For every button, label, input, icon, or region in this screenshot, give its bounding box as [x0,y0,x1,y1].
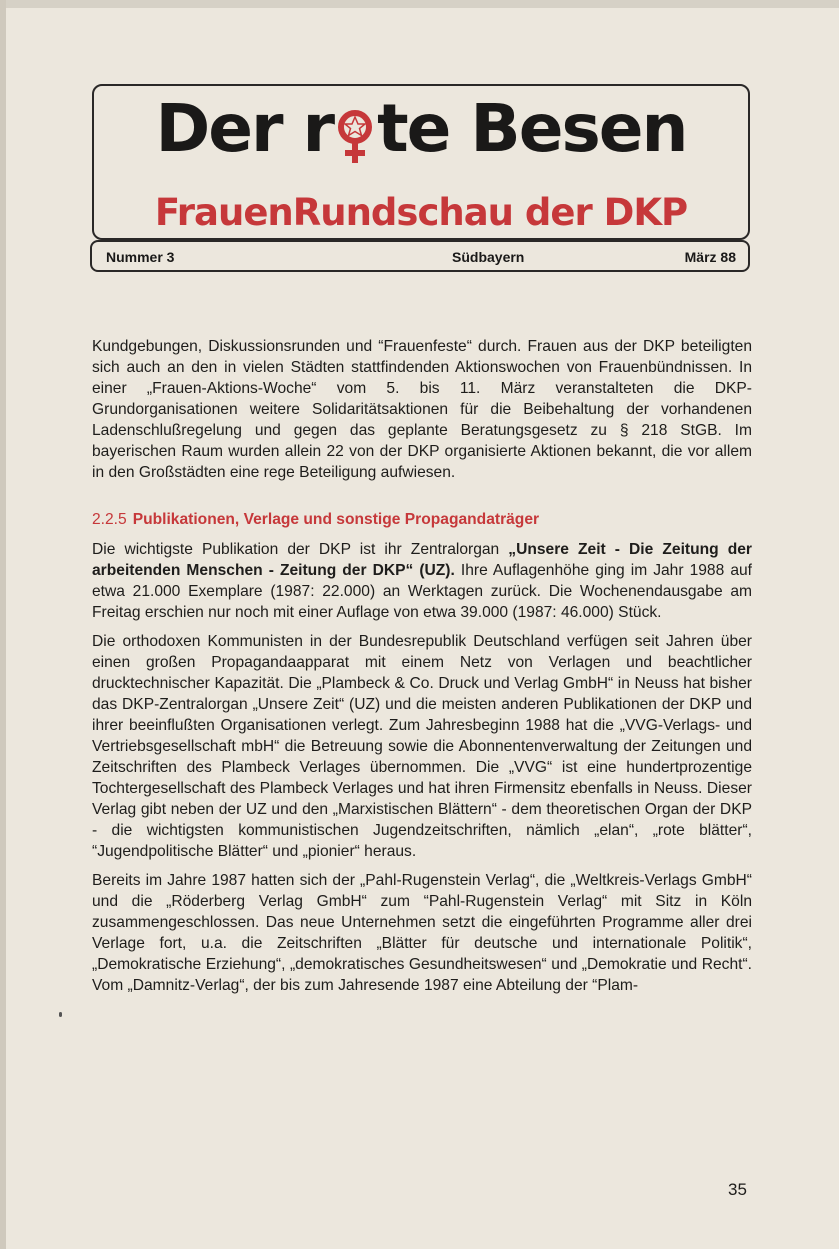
article-body [92,336,752,996]
masthead-subtitle: FrauenRundschau der DKP [154,191,688,234]
masthead-title [94,90,748,167]
paragraph-1: Kundgebungen, Diskussionsrunden und “Frauenfeste“ durch. Frauen aus der DKP beteiligten sich auch an den in vielen Städten stattfindenden Aktionswochen von Frauenbündnissen. In einer „Frauen-Aktions-Woche“ vom 5. bis 11. März veranstalteten die DKP-Grundorganisationen weitere Solidaritätsaktionen für die Beibehaltung der vorhandenen Ladenschlußregelung und gegen das geplante Beratungsgesetz zu § 218 StGB. Im bayerischen Raum wurden allein 22 von der DKP organisierte Aktionen bekannt, die vor allem in den Großstädten eine rege Beteiligung aufwiesen. [92,338,752,481]
paragraph-4: Bereits im Jahre 1987 hatten sich der „Pahl-Rugenstein Verlag“, die „Weltkreis-Verlags GmbH“ und die „Röderberg Verlag GmbH“ zum “Pahl-Rugenstein Verlag“ mit Sitz in Köln zusammengeschlossen. Das neue Unternehmen setzt die eingeführten Programme aller drei Verlage fort, u.a. die Zeitschriften „Blätter für deutsche und internationale Politik“, „Demokratische Erziehung“, „demokratisches Gesundheitswesen“ und „Demokratie und Recht“. Vom „Damnitz-Verlag“, der bis zum Jahresende 1987 eine Abteilung der “Plam- [92,872,752,994]
paragraph-2-start: Die wichtigste Publikation der DKP ist ihr Zentralorgan [92,541,509,558]
page-number: 35 [728,1180,747,1199]
issue-region: Südbayern [452,249,525,265]
venus-star-icon [333,103,377,155]
issue-number: Nummer 3 [106,249,175,265]
section-title: Publikationen, Verlage und sonstige Propagandaträger [132,511,540,528]
scan-edge [0,0,839,8]
scan-edge-left [0,0,6,1249]
section-number: 2.2.5 [92,511,127,528]
paragraph-3: Die orthodoxen Kommunisten in der Bundesrepublik Deutschland verfügen seit Jahren über einen großen Propagandaapparat mit einem Netz von Verlagen und beachtlicher drucktechnischer Kapazität. Die „Plambeck & Co. Druck und Verlag GmbH“ in Neuss hat bisher das DKP-Zentralorgan „Unsere Zeit“ (UZ) und die meisten anderen Publikationen der DKP und ihrer beeinflußten Organisationen verlegt. Zum Jahresbeginn 1988 hat die „VVG-Verlags- und Vertriebsgesellschaft mbH“ die Betreuung sowie die Abonnentenverwaltung der Zeitungen und Zeitschriften des Plambeck Verlages übernommen. Die „VVG“ ist eine hundertprozentige Tochtergesellschaft des Plambeck Verlages und hat ihren Firmensitz ebenfalls in Neuss. Dieser Verlag gibt neben der UZ und den „Marxistischen Blättern“ - dem theoretischen Organ der DKP - die wichtigsten kommunistischen Jugendzeitschriften, nämlich „elan“, „rote blätter“, “Jugendpolitische Blätter“ und „pionier“ heraus. [92,633,752,860]
section-heading [92,509,752,531]
masthead-title-part2: te Besen [377,90,687,167]
masthead-title-part1: Der r [155,90,334,167]
paragraph-2-bold: „Unsere Zeit - Die Zeitung der arbeitenden Menschen - Zeitung der DKP“ (UZ). [92,541,752,579]
paragraph-2-end: Ihre Auflagenhöhe ging im Jahr 1988 auf etwa 21.000 Exemplare (1987: 22.000) an Werktagen zurück. Die Wochenendausgabe am Freitag erschien nur noch mit einer Auflage von etwa 39.000 (1987: 46.000) Stück. [92,562,752,621]
issue-date: März 88 [684,249,736,265]
issue-info-bar [90,240,750,272]
paragraph-2 [92,539,752,623]
masthead [92,84,750,240]
margin-mark [59,1012,62,1017]
